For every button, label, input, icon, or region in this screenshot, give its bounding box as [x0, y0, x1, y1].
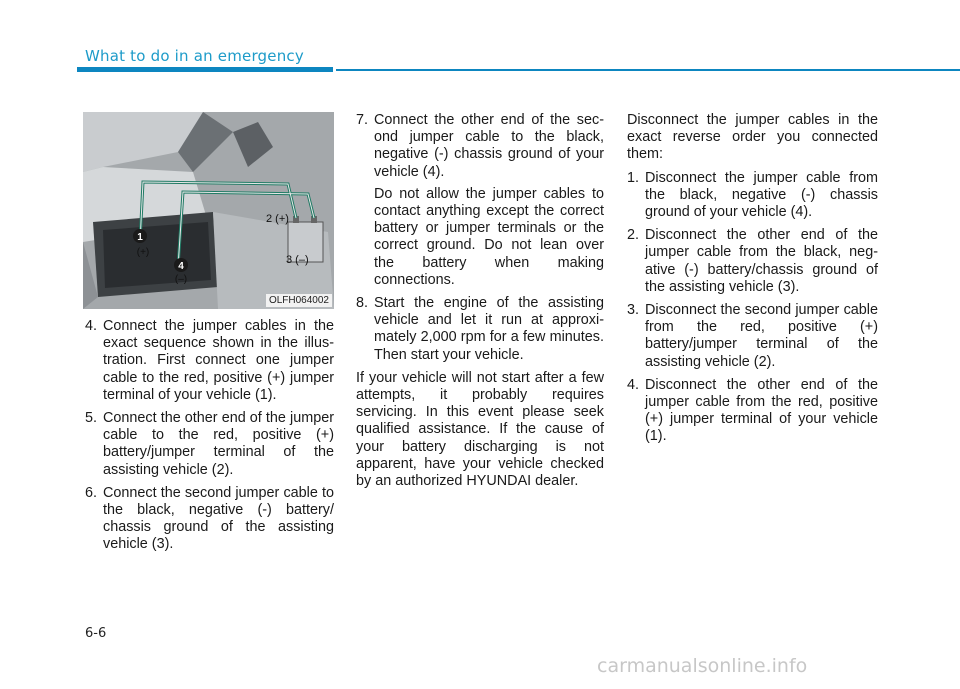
list-item: 8. Start the engine of the assisting vehicle and let it run at approximately 2,000 rpm for a few minutes. Then start your vehicle.	[356, 295, 604, 363]
list-item-note: Do not allow the jumper cables to contact anything except the correct battery or jumper terminals or the correct ground. Do not lean over the battery when making connections.	[374, 185, 604, 288]
list-item: 1. Disconnect the jumper cable from the black, negative (-) chassis ground of your vehicle (4).	[627, 169, 878, 221]
list-item: 2. Disconnect the other end of the jumper cable from the black, negative (-) battery/chassis ground of the assisting vehicle (3).	[627, 227, 878, 295]
list-item: 5. Connect the other end of the jumper cable to the red, positive (+) battery/jumper terminal of the assisting vehicle (2).	[85, 410, 334, 478]
list-item: 3. Disconnect the second jumper cable from the red, positive (+) battery/jumper terminal of the assisting vehicle (2).	[627, 302, 878, 370]
figure-code: OLFH064002	[266, 294, 332, 307]
list-item: 4. Connect the jumper cables in the exact sequence shown in the illustration. First connect one jumper cable to the red, positive (+) jumper terminal of your vehicle (1).	[85, 318, 334, 403]
callout-3: 3 (–)	[286, 254, 309, 266]
column-3	[627, 112, 878, 452]
list-item: 6. Connect the second jumper cable to the black, negative (-) battery/ chassis ground of the assisting vehicle (3).	[85, 484, 334, 553]
header-rule	[336, 69, 960, 71]
column-2	[356, 112, 604, 496]
page-number: 6-6	[85, 626, 107, 641]
callout-2: 2 (+)	[266, 213, 289, 225]
trunk-jumper-diagram	[83, 112, 334, 309]
callout-4-sign: (–)	[174, 274, 188, 285]
watermark: carmanualsonline.info	[597, 655, 808, 677]
disconnect-intro: Disconnect the jumper cables in the exact reverse order you connected them:	[627, 112, 878, 163]
service-paragraph: If your vehicle will not start after a few attempts, it probably requires servicing. In this event please seek qualified assistance. If the cause of your battery discharging is not apparent, have your vehicle checked by an authorized HYUNDAI dealer.	[356, 369, 604, 490]
list-item: 7. Connect the other end of the second jumper cable to the black, negative (-) chassis ground of your vehicle (4). Do not allow the jumper cables to contact anything except the correct battery or jumper terminals or the correct ground. Do not lean over the battery when making connections.	[356, 112, 604, 288]
list-item: 4. Disconnect the other end of the jumper cable from the red, positive (+) jumper terminal of your vehicle (1).	[627, 376, 878, 445]
column-1	[85, 318, 334, 560]
callout-1-sign: (+)	[136, 247, 150, 258]
jumper-cable-illustration	[83, 112, 334, 309]
header-accent-bar	[77, 67, 333, 72]
section-title: What to do in an emergency	[85, 47, 304, 65]
callout-4: 4	[178, 261, 184, 272]
callout-1: 1	[137, 232, 143, 243]
